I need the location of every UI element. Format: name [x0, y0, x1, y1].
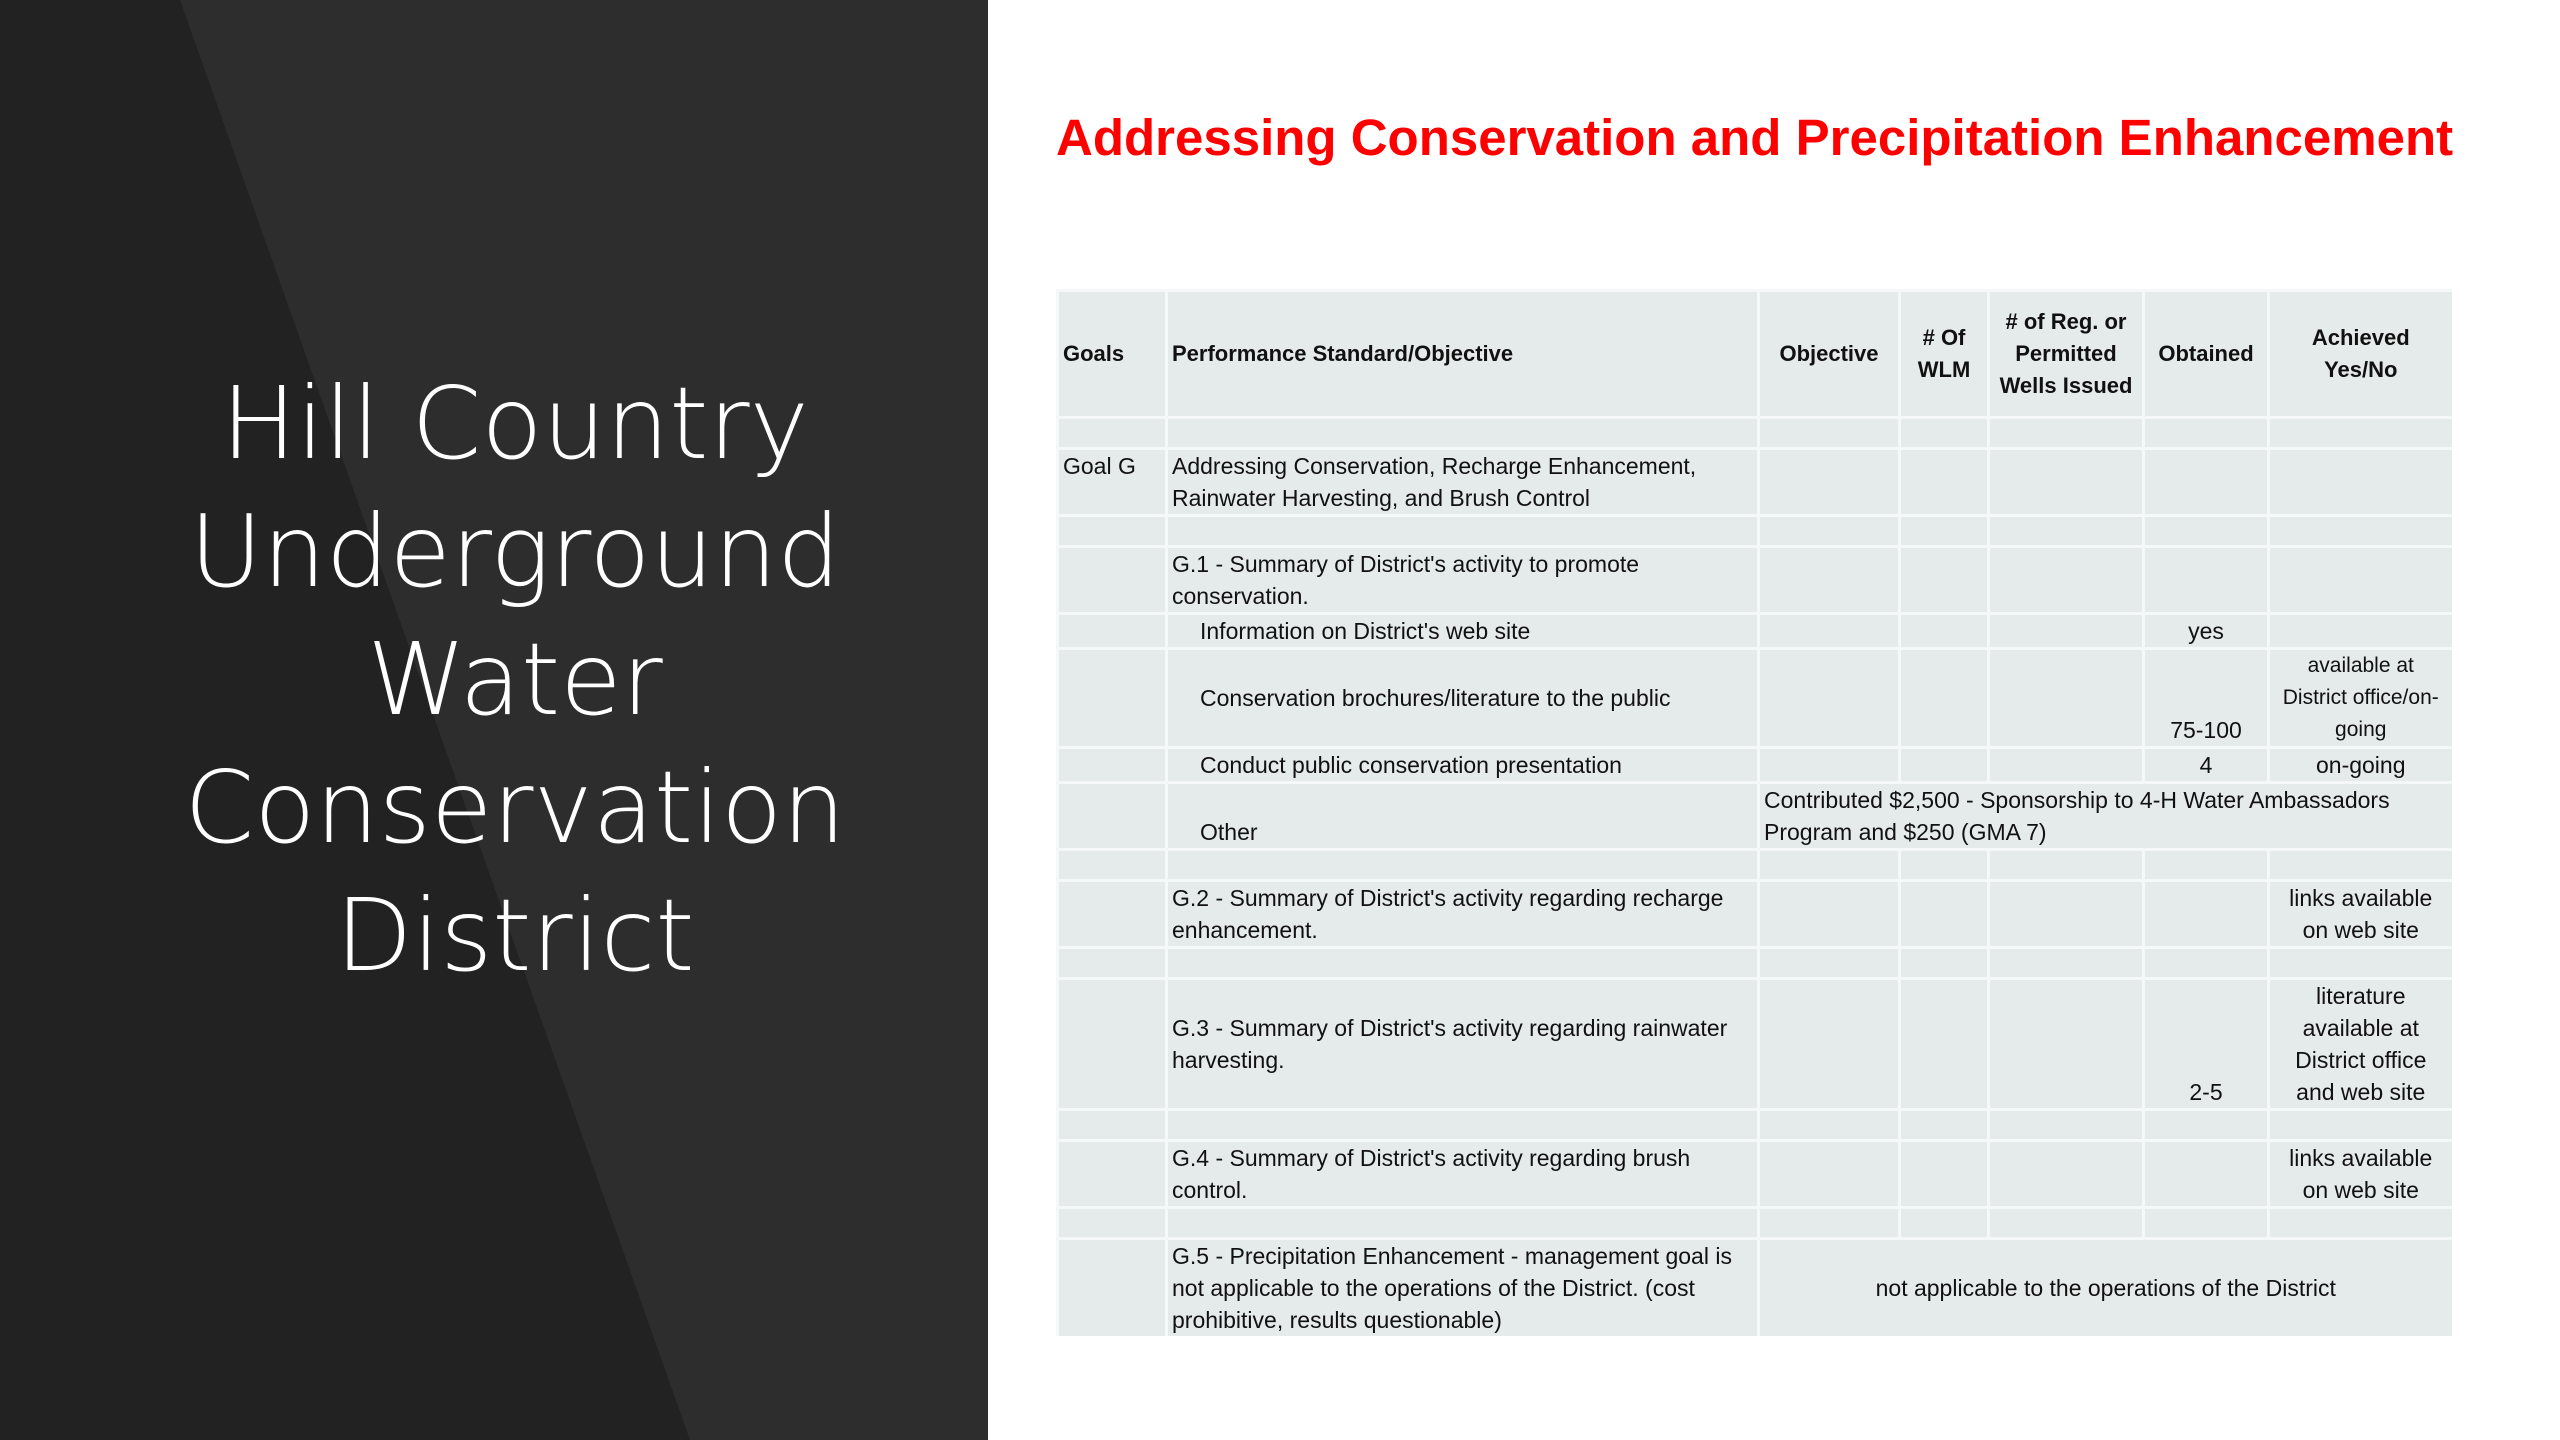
- district-name-line: Underground: [189, 493, 841, 610]
- g2-text: G.2 - Summary of District's activity regarding recharge enhancement.: [1167, 881, 1759, 948]
- g1-other-label: Other: [1167, 783, 1759, 850]
- g1-item-row: [1058, 614, 2452, 649]
- g3-obtained: 2-5: [2144, 979, 2269, 1110]
- g1-item-text: Conduct public conservation presentation: [1167, 748, 1759, 783]
- header-row: [1058, 291, 2452, 418]
- g1-row: [1058, 547, 2452, 614]
- g1-text: G.1 - Summary of District's activity to promote conservation.: [1167, 547, 1759, 614]
- g5-status: not applicable to the operations of the District: [1759, 1239, 2452, 1337]
- g4-achieved: links available on web site: [2269, 1141, 2452, 1208]
- g1-item-obtained: 4: [2144, 748, 2269, 783]
- g2-row: [1058, 881, 2452, 948]
- header-obtained: Obtained: [2144, 291, 2269, 418]
- g5-row: [1058, 1239, 2452, 1337]
- goal-label: Goal G: [1058, 449, 1167, 516]
- performance-table: [1056, 289, 2452, 1336]
- spacer-row: [1058, 516, 2452, 547]
- spacer-row: [1058, 1110, 2452, 1141]
- g1-other-value: Contributed $2,500 - Sponsorship to 4-H Water Ambassadors Program and $250 (GMA 7): [1759, 783, 2452, 850]
- left-title-panel: [0, 0, 988, 1440]
- g1-item-text: Information on District's web site: [1167, 614, 1759, 649]
- g1-item-row: [1058, 748, 2452, 783]
- district-name-line: Conservation: [184, 749, 846, 866]
- header-objective: Objective: [1759, 291, 1900, 418]
- spacer-row: [1058, 850, 2452, 881]
- header-goals: Goals: [1058, 291, 1167, 418]
- spacer-row: [1058, 418, 2452, 449]
- district-name-line: Water: [367, 621, 663, 738]
- g1-other-row: [1058, 783, 2452, 850]
- g1-item-achieved: available at District office/on-going: [2269, 649, 2452, 748]
- g2-achieved: links available on web site: [2269, 881, 2452, 948]
- g3-achieved: literature available at District office and web site: [2269, 979, 2452, 1110]
- district-name: [60, 360, 970, 1000]
- goal-row: [1058, 449, 2452, 516]
- header-performance-standard: Performance Standard/Objective: [1167, 291, 1759, 418]
- g5-text: G.5 - Precipitation Enhancement - management goal is not applicable to the operations of the District. (cost prohibitive, results questionable): [1167, 1239, 1759, 1337]
- g1-item-row: [1058, 649, 2452, 748]
- g4-text: G.4 - Summary of District's activity regarding brush control.: [1167, 1141, 1759, 1208]
- g3-row: [1058, 979, 2452, 1110]
- g4-row: [1058, 1141, 2452, 1208]
- header-achieved: Achieved Yes/No: [2269, 291, 2452, 418]
- goal-text: Addressing Conservation, Recharge Enhancement, Rainwater Harvesting, and Brush Control: [1167, 449, 1759, 516]
- g1-item-obtained: yes: [2144, 614, 2269, 649]
- g3-text: G.3 - Summary of District's activity regarding rainwater harvesting.: [1167, 979, 1759, 1110]
- header-wlm: # Of WLM: [1900, 291, 1989, 418]
- g1-item-achieved: on-going: [2269, 748, 2452, 783]
- g1-item-achieved: [2269, 614, 2452, 649]
- spacer-row: [1058, 948, 2452, 979]
- header-wells-issued: # of Reg. or Permitted Wells Issued: [1989, 291, 2144, 418]
- g1-item-text: Conservation brochures/literature to the public: [1167, 649, 1759, 748]
- spacer-row: [1058, 1208, 2452, 1239]
- g1-item-obtained: 75-100: [2144, 649, 2269, 748]
- district-name-line: District: [335, 877, 695, 994]
- district-name-line: Hill Country: [221, 365, 809, 482]
- slide-title: Addressing Conservation and Precipitation Enhancement: [1056, 109, 2454, 166]
